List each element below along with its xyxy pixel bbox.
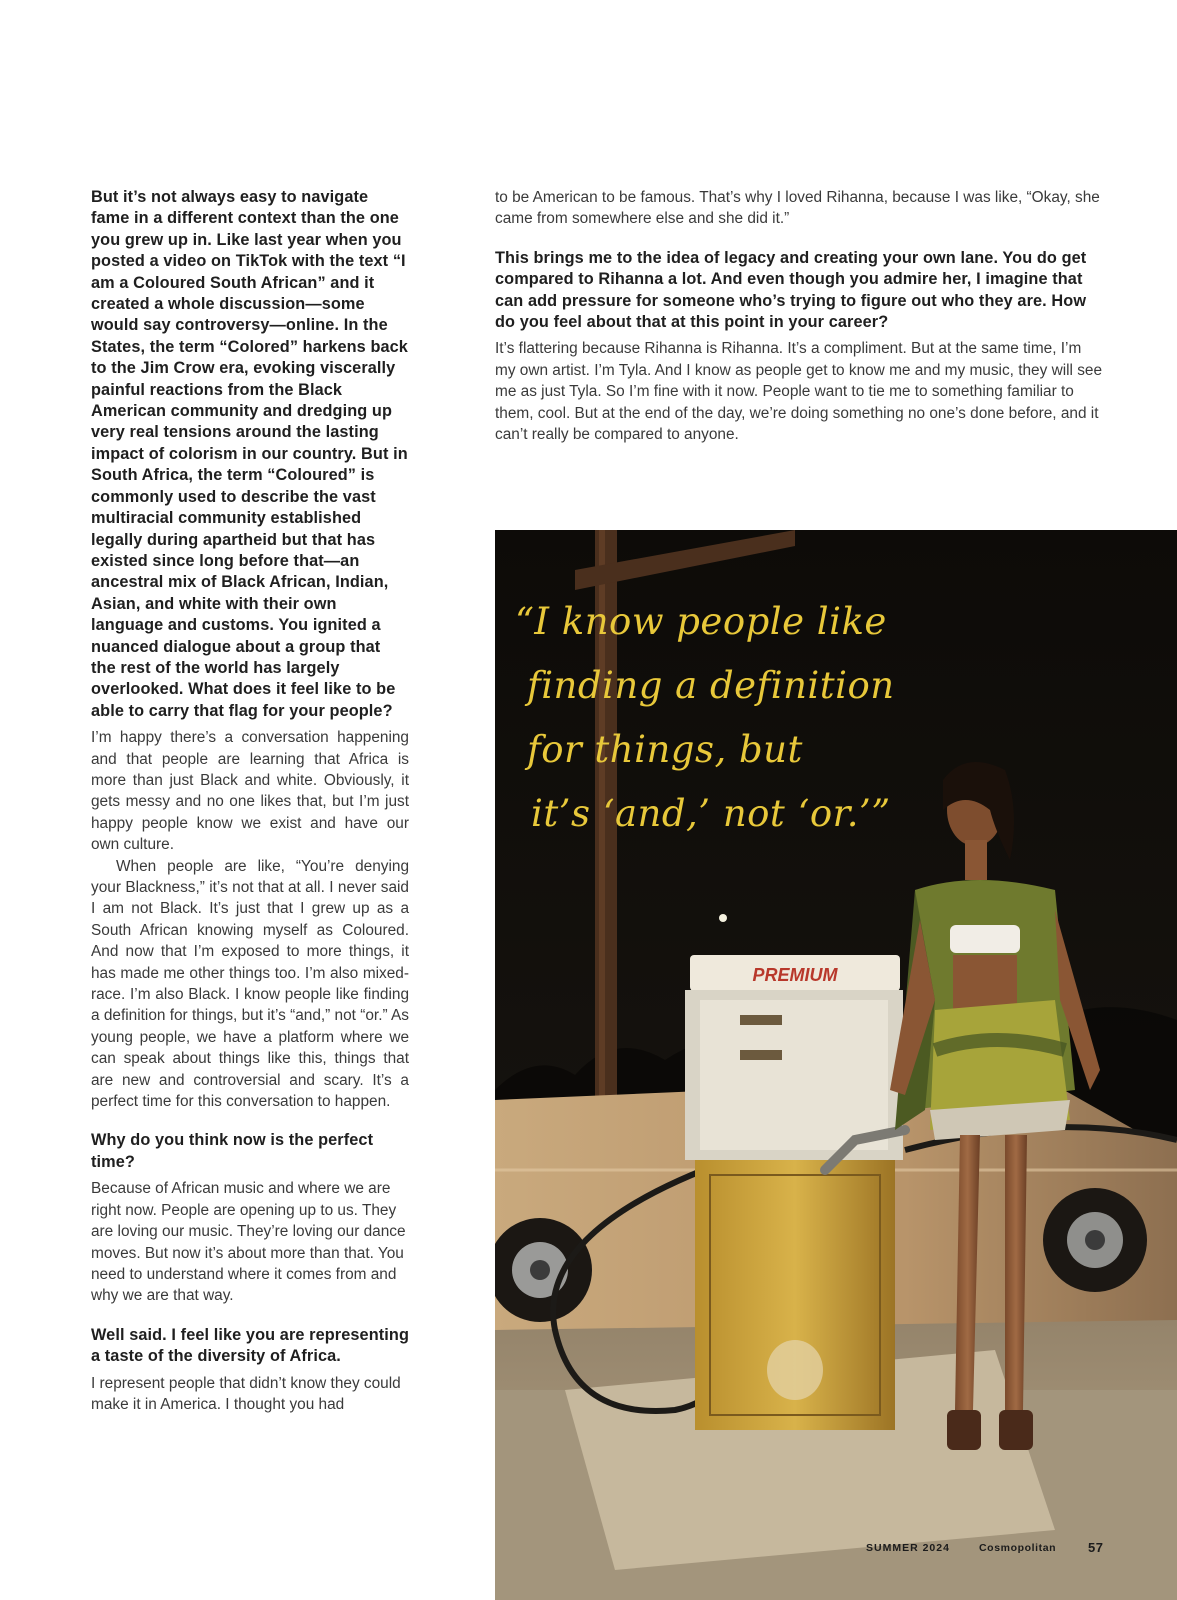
interview-question: But it’s not always easy to navigate fame in a different context than the one you grew up in. Like last year when you posted a video on TikTok with the text “I am a Coloured South African” and it created a whole discussion—some would say controversy—online. In the States, the term “Colored” harkens back to the Jim Crow era, evoking viscerally painful reactions from the Black American community and dredging up very real tensions around the lasting impact of colorism in our country. But in South Africa, the term “Coloured” is commonly used to describe the vast multiracial community established legally during apartheid but that has existed since long before that—an ancestral mix of Black African, Indian, Asian, and white with their own language and customs. You ignited a nuanced dialogue about a group that the rest of the world has largely overlooked. What does it feel like to be able to carry that flag for your people?: [91, 188, 408, 720]
interview-answer-continued: to be American to be famous. That’s why I loved Rihanna, because I was like, “Okay, she came from somewhere else and she did it.”: [495, 189, 1100, 228]
right-column: [495, 187, 1105, 445]
interview-question: This brings me to the idea of legacy and creating your own lane. You do get compared to Rihanna a lot. And even though you admire her, I imagine that can add pressure for someone who’s trying to figure out who they are. How do you feel about that at this point in your career?: [495, 248, 1087, 332]
interview-answer: I represent people that didn’t know they could make it in America. I thought you had: [91, 1374, 401, 1413]
left-column: [91, 187, 409, 1415]
interview-question: Why do you think now is the perfect time?: [91, 1131, 374, 1171]
page-number: 57: [1088, 1540, 1104, 1555]
interview-answer: I’m happy there’s a conversation happening and that people are learning that Africa is more than just Black and white. Obviously, it gets messy and no one likes that, but I’m just happy people know we exist and have our own culture.: [91, 729, 409, 854]
pull-quote-line: it’s ‘and,’ not ‘or.’”: [531, 792, 891, 835]
magazine-name: Cosmopolitan: [979, 1542, 1057, 1554]
pull-quote-line: “I know people like: [515, 600, 887, 643]
interview-question: Well said. I feel like you are representing a taste of the diversity of Africa.: [91, 1325, 409, 1366]
interview-answer: It’s flattering because Rihanna is Rihanna. It’s a compliment. But at the same time, I’m my own artist. I’m Tyla. And I know as people get to know me and my music, they will see me as just Tyla. So I’m fine with it now. People want to tie me to something familiar to them, cool. But at the end of the day, we’re doing something no one’s done before, and it can’t really be compared to anyone.: [495, 340, 1103, 444]
interview-answer: Because of African music and where we are right now. People are opening up to us. They are loving our music. They’re loving our dance moves. But now it’s about more than that. You need to understand where it comes from and why we are that way.: [91, 1180, 406, 1305]
pump-sign-text: PREMIUM: [752, 965, 838, 985]
issue-date: SUMMER 2024: [866, 1542, 950, 1554]
pull-quote-line: for things, but: [527, 728, 803, 771]
pull-quote-line: finding a definition: [527, 664, 895, 707]
page-folio: [866, 1540, 1106, 1560]
interview-answer: When people are like, “You’re denying your Blackness,” it’s not that at all. I never said I am not Black. It’s just that I grew up as a South African knowing myself as Coloured. And now that I’m exposed to more things, it has made me other things too. I’m also mixed-race. I’m also Black. I know people like finding a definition for things, but it’s “and,” not “or.” As young people, we have a platform where we can speak about things like this, things that are new and controversial and scary. It’s a perfect time for this conversation to happen.: [91, 857, 409, 1111]
pull-quote: [515, 590, 915, 846]
